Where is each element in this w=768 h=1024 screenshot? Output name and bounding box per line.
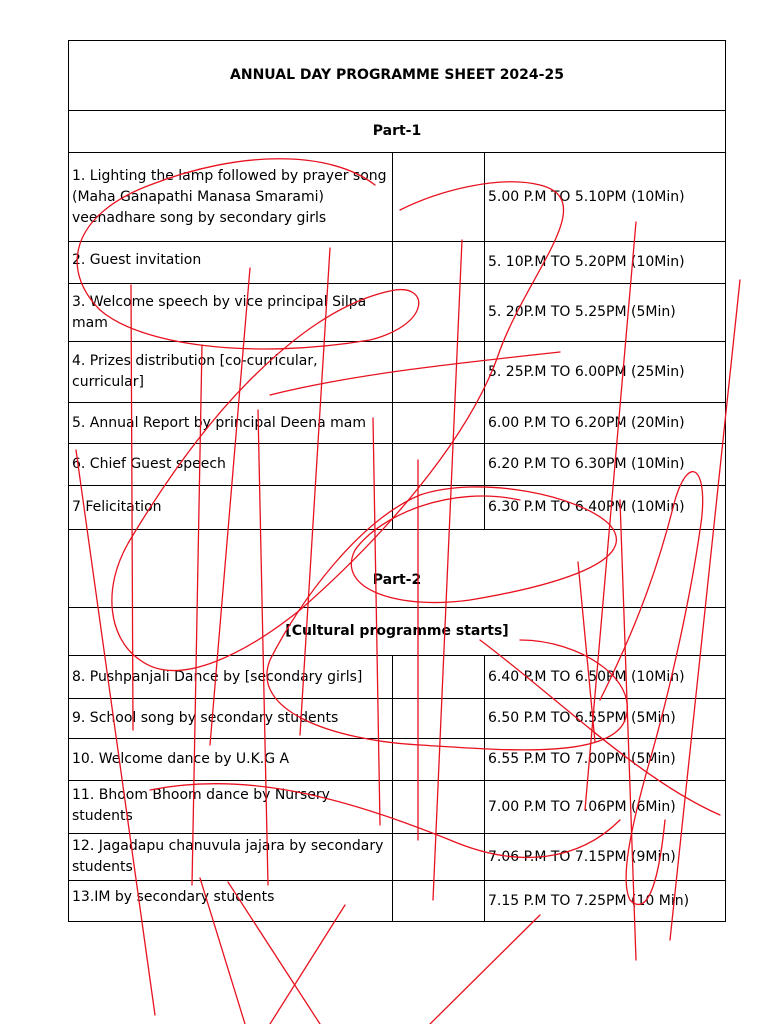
empty-cell	[393, 834, 485, 881]
programme-time: 7.15 P.M TO 7.25PM (10 Min)	[485, 881, 726, 922]
sheet-title: ANNUAL DAY PROGRAMME SHEET 2024-25	[69, 41, 726, 111]
table-row	[69, 153, 726, 242]
part2-heading-row	[69, 530, 726, 608]
empty-cell	[393, 656, 485, 699]
programme-item: 4. Prizes distribution [co-curricular, curricular]	[69, 342, 393, 403]
programme-item: 12. Jagadapu chanuvula jajara by secondary students	[69, 834, 393, 881]
programme-time: 6.30 P.M TO 6.40PM (10Min)	[485, 486, 726, 530]
empty-cell	[393, 699, 485, 739]
part1-heading: Part-1	[69, 111, 726, 153]
programme-time: 6.50 P.M TO 6.55PM (5Min)	[485, 699, 726, 739]
programme-time: 5. 20P.M TO 5.25PM (5Min)	[485, 284, 726, 342]
programme-item: 7 Felicitation	[69, 486, 393, 530]
table-row	[69, 699, 726, 739]
programme-time: 7.00 P.M TO 7.06PM (6Min)	[485, 781, 726, 834]
empty-cell	[393, 881, 485, 922]
programme-item: 5. Annual Report by principal Deena mam	[69, 403, 393, 444]
part2-subheading: [Cultural programme starts]	[69, 608, 726, 656]
table-row	[69, 881, 726, 922]
programme-item: 13.IM by secondary students	[69, 881, 393, 922]
table-row	[69, 444, 726, 486]
programme-table	[68, 40, 726, 922]
empty-cell	[393, 486, 485, 530]
empty-cell	[393, 242, 485, 284]
programme-time: 6.40 P.M TO 6.50PM (10Min)	[485, 656, 726, 699]
programme-item: 2. Guest invitation	[69, 242, 393, 284]
empty-cell	[393, 342, 485, 403]
programme-item: 11. Bhoom Bhoom dance by Nursery students	[69, 781, 393, 834]
programme-time: 5. 10P.M TO 5.20PM (10Min)	[485, 242, 726, 284]
table-row	[69, 834, 726, 881]
empty-cell	[393, 284, 485, 342]
table-row	[69, 342, 726, 403]
programme-time: 7.06 P.M TO 7.15PM (9Min)	[485, 834, 726, 881]
part2-subheading-row	[69, 608, 726, 656]
table-row	[69, 486, 726, 530]
table-row	[69, 739, 726, 781]
empty-cell	[393, 403, 485, 444]
part1-heading-row	[69, 111, 726, 153]
table-row	[69, 403, 726, 444]
programme-item: 10. Welcome dance by U.K.G A	[69, 739, 393, 781]
title-row	[69, 41, 726, 111]
empty-cell	[393, 739, 485, 781]
programme-time: 6.00 P.M TO 6.20PM (20Min)	[485, 403, 726, 444]
empty-cell	[393, 153, 485, 242]
programme-time: 6.55 P.M TO 7.00PM (5Min)	[485, 739, 726, 781]
programme-time: 5. 25P.M TO 6.00PM (25Min)	[485, 342, 726, 403]
programme-time: 6.20 P.M TO 6.30PM (10Min)	[485, 444, 726, 486]
programme-item: 3. Welcome speech by vice principal Silpa mam	[69, 284, 393, 342]
table-row	[69, 656, 726, 699]
programme-item: 8. Pushpanjali Dance by [secondary girls]	[69, 656, 393, 699]
programme-item: 6. Chief Guest speech	[69, 444, 393, 486]
table-row	[69, 284, 726, 342]
table-row	[69, 242, 726, 284]
programme-item: 9. School song by secondary students	[69, 699, 393, 739]
programme-time: 5.00 P.M TO 5.10PM (10Min)	[485, 153, 726, 242]
empty-cell	[393, 444, 485, 486]
programme-item: 1. Lighting the lamp followed by prayer song (Maha Ganapathi Manasa Smarami) veenadhare song by secondary girls	[69, 153, 393, 242]
part2-heading: Part-2	[69, 530, 726, 608]
table-row	[69, 781, 726, 834]
empty-cell	[393, 781, 485, 834]
